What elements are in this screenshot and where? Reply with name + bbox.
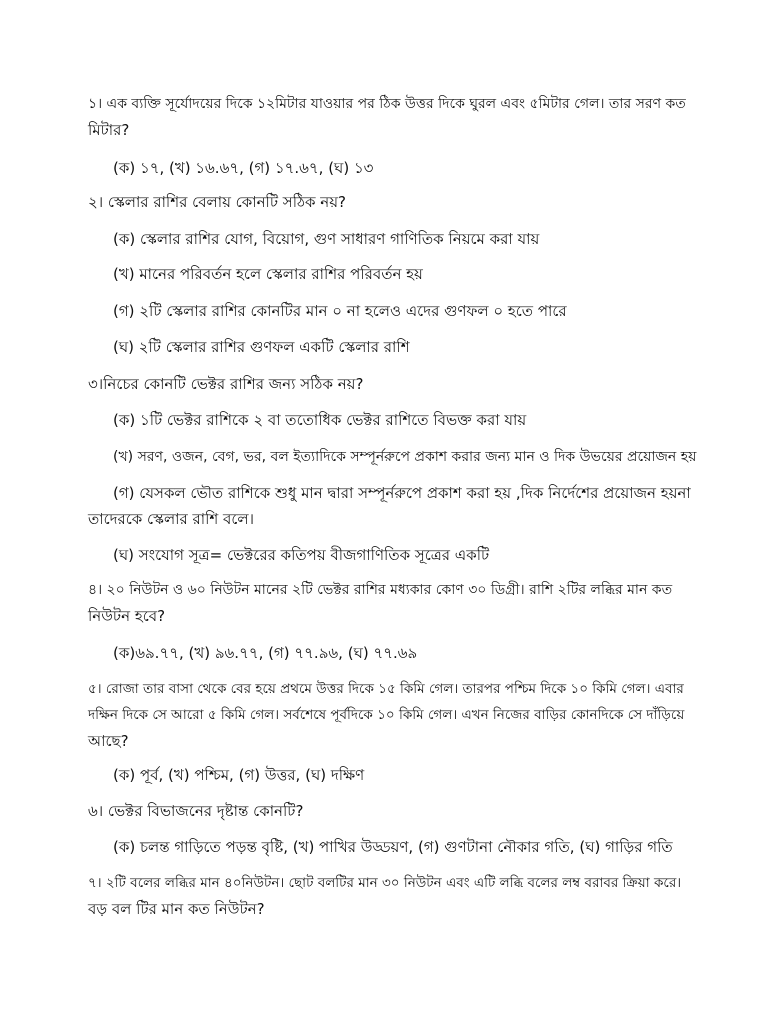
- question-5-text: ৫। রোজা তার বাসা থেকে বের হয়ে প্রথমে উত্তর দিকে ১৫ কিমি গেল। তারপর পশ্চিম দিকে ১০ কিমি গেল। এবার: [88, 681, 684, 697]
- question-2-option-a: (ক) স্কেলার রাশির যোগ, বিয়োগ, গুণ সাধারণ গাণিতিক নিয়মে করা যায়: [113, 230, 540, 248]
- question-3-text: ৩।নিচের কোনটি ভেক্টর রাশির জন্য সঠিক নয়?: [88, 375, 364, 393]
- question-2-text: ২। স্কেলার রাশির বেলায় কোনটি সঠিক নয়?: [88, 193, 347, 211]
- question-5-text-end: আছে?: [88, 732, 129, 750]
- question-5-text-continued: দক্ষিন দিকে সে আরো ৫ কিমি গেল। সর্বশেষে পূর্বদিকে ১০ কিমি গেল। এখন নিজের বাড়ির কোনদিকে সে দাঁড়িয়ে: [88, 707, 685, 723]
- question-7-text-continued: বড় বল টির মান কত নিউটন?: [88, 900, 265, 918]
- question-3-option-c-continued: তাদেরকে স্কেলার রাশি বলে।: [88, 510, 254, 528]
- question-5-options: (ক) পূর্ব, (খ) পশ্চিম, (গ) উত্তর, (ঘ) দক্ষিণ: [113, 766, 365, 784]
- question-7-text: ৭। ২টি বলের লব্ধির মান ৪০নিউটন। ছোট বলটির মান ৩০ নিউটন এবং এটি লব্ধি বলের লম্ব বরাবর ক্রিয়া করে।: [88, 875, 682, 891]
- question-6-options: (ক) চলন্ত গাড়িতে পড়ন্ত বৃষ্টি, (খ) পাখির উড্ডয়ণ, (গ) গুণটানা নৌকার গতি, (ঘ) গাড়ির গতি: [113, 838, 673, 856]
- question-3-option-b: (খ) সরণ, ওজন, বেগ, ভর, বল ইত্যাদিকে সম্পূর্নরুপে প্রকাশ করার জন্য মান ও দিক উভয়ের প্রয়োজন হয়: [113, 449, 697, 465]
- question-4-text-continued: নিউটন হবে?: [88, 607, 166, 625]
- question-6-text: ৬। ভেক্টর বিভাজনের দৃষ্টান্ত কোনটি?: [88, 802, 304, 820]
- question-2-option-c: (গ) ২টি স্কেলার রাশির কোনটির মান ০ না হলেও এদের গুণফল ০ হতে পারে: [113, 302, 567, 320]
- question-2-option-d: (ঘ) ২টি স্কেলার রাশির গুণফল একটি স্কেলার রাশি: [113, 338, 410, 356]
- question-1-text: ১। এক ব্যক্তি সূর্যোদয়ের দিকে ১২মিটার যাওয়ার পর ঠিক উত্তর দিকে ঘুরল এবং ৫মিটার গেল। তার সরণ কত: [88, 96, 686, 112]
- question-1-options: (ক) ১৭, (খ) ১৬.৬৭, (গ) ১৭.৬৭, (ঘ) ১৩: [113, 159, 374, 177]
- question-3-option-a: (ক) ১টি ভেক্টর রাশিকে ২ বা ততোধিক ভেক্টর রাশিতে বিভক্ত করা যায়: [113, 411, 527, 429]
- question-4-options: (ক)৬৯.৭৭, (খ) ৯৬.৭৭, (গ) ৭৭.৯৬, (ঘ) ৭৭.৬৯: [113, 644, 418, 662]
- question-1-text-continued: মিটার?: [88, 121, 130, 139]
- question-3-option-d: (ঘ) সংযোগ সূত্র= ভেক্টরের কতিপয় বীজগাণিতিক সূত্রের একটি: [113, 546, 490, 564]
- question-4-text: ৪। ২০ নিউটন ও ৬০ নিউটন মানের ২টি ভেক্টর রাশির মধ্যকার কোণ ৩০ ডিগ্রী। রাশি ২টির লব্ধির মান কত: [88, 582, 673, 598]
- question-2-option-b: (খ) মানের পরিবর্তন হলে স্কেলার রাশির পরিবর্তন হয়: [113, 265, 423, 283]
- question-3-option-c: (গ) যেসকল ভৌত রাশিকে শুধু মান দ্বারা সম্পূর্নরুপে প্রকাশ করা হয় ,দিক নির্দেশের প্রয়োজন হয়না: [113, 484, 691, 502]
